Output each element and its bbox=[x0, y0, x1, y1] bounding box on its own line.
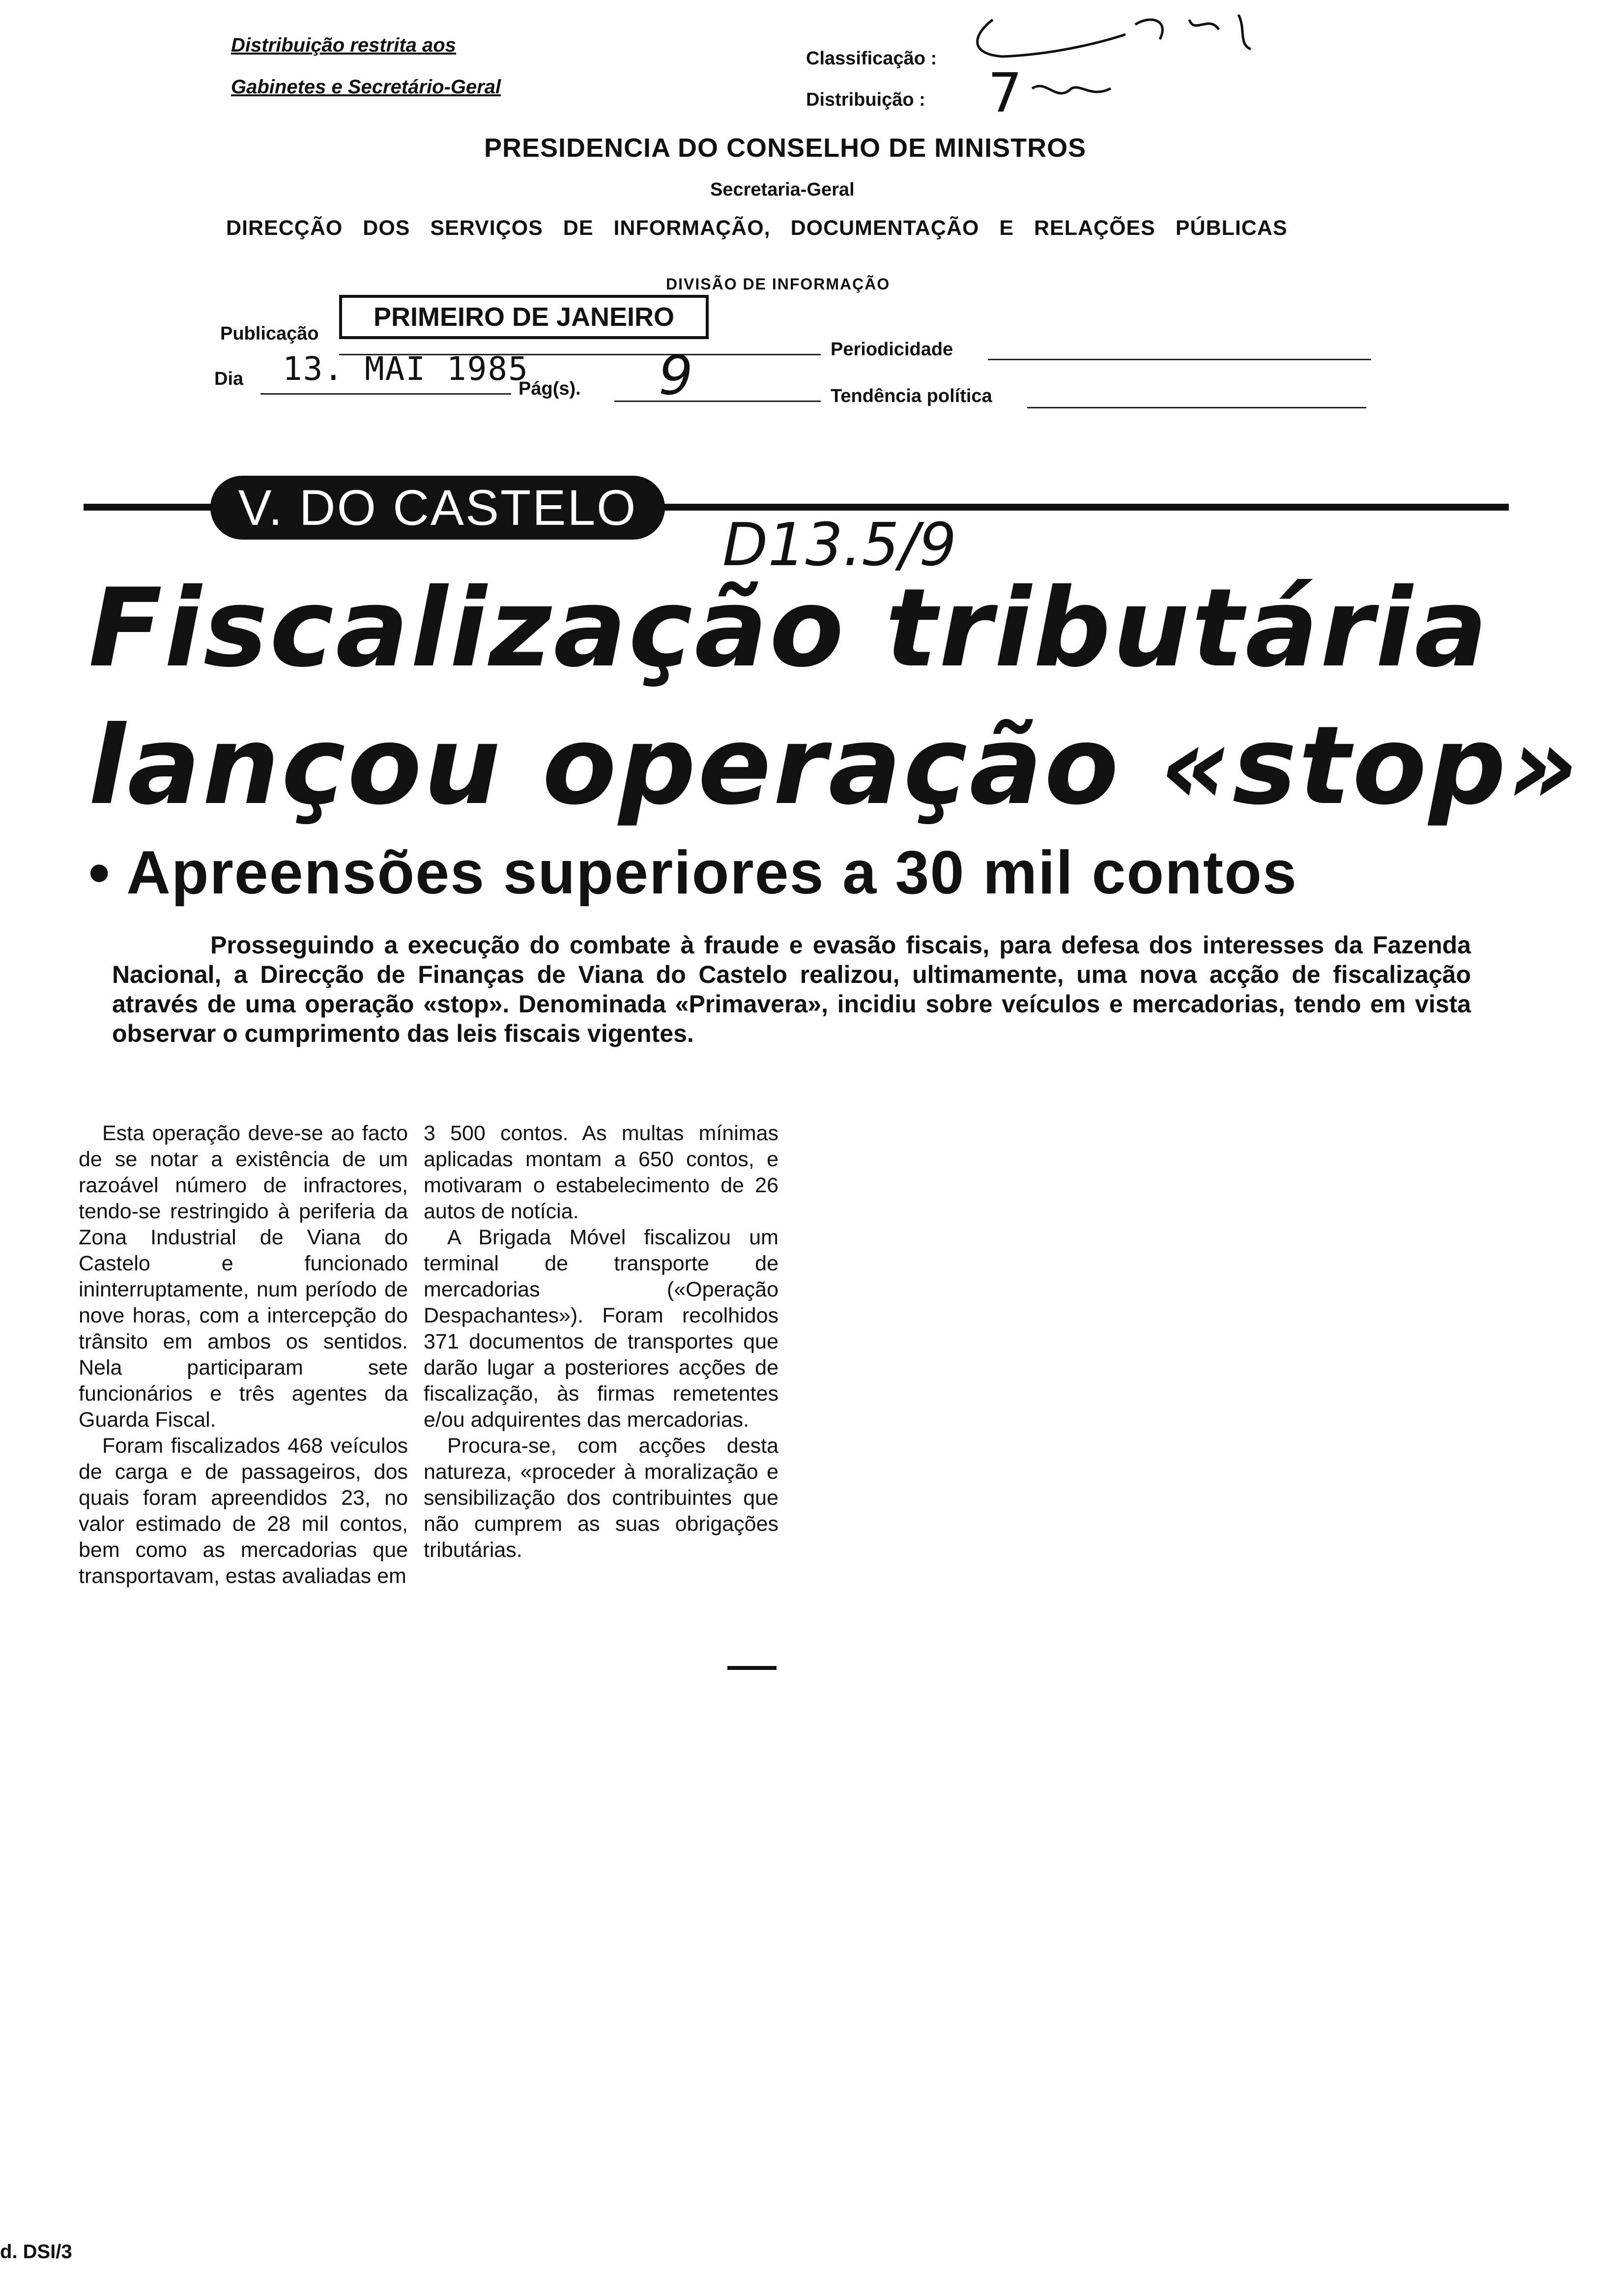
pages-value: 9 bbox=[659, 344, 693, 407]
division-title: DIVISÃO DE INFORMAÇÃO bbox=[666, 275, 891, 293]
handwritten-distribution-mark: 7 bbox=[988, 61, 1022, 124]
presidency-title: PRESIDENCIA DO CONSELHO DE MINISTROS bbox=[484, 133, 1087, 163]
article-column-1 bbox=[79, 1120, 408, 1589]
distribution-label: Distribuição : bbox=[806, 89, 925, 110]
directorate-title: DIRECÇÃO DOS SERVIÇOS DE INFORMAÇÃO, DOCUMENTAÇÃO E RELAÇÕES PÚBLICAS bbox=[226, 216, 1288, 240]
periodicity-label: Periodicidade bbox=[831, 339, 953, 360]
secretariat-title: Secretaria-Geral bbox=[710, 179, 855, 200]
column-2-paragraph-1: 3 500 contos. As multas mínimas aplicadas montam a 650 contos, e motivaram o estabelecimento de 26 autos de notícia. bbox=[424, 1121, 778, 1223]
restricted-distribution-line2: Gabinetes e Secretário-Geral bbox=[231, 76, 501, 98]
form-code: d. DSI/3 bbox=[0, 2241, 72, 2263]
section-banner-label: V. DO CASTELO bbox=[238, 480, 637, 536]
pages-label: Pág(s). bbox=[518, 378, 581, 399]
handwritten-classification-scribble bbox=[963, 5, 1268, 64]
section-banner bbox=[210, 476, 665, 540]
column-2-paragraph-2: A Brigada Móvel fiscalizou um terminal de transporte de mercadorias («Operação Despachantes»). Foram recolhidos 371 documentos de transportes que darão lugar a posteriores acções de fiscalização, às firmas remetentes e/ou adquirentes das mercadorias. bbox=[424, 1226, 778, 1432]
periodicity-underline bbox=[988, 359, 1371, 360]
tendency-underline bbox=[1027, 407, 1366, 408]
publication-stamp bbox=[339, 295, 709, 339]
handwritten-distribution-squiggle bbox=[1027, 74, 1116, 113]
publication-label: Publicação bbox=[220, 323, 319, 344]
day-value: 13. MAI 1985 bbox=[283, 350, 529, 388]
article-end-mark bbox=[727, 1666, 777, 1670]
column-2-paragraph-3: Procura-se, com acções desta natureza, «proceder à moralização e sensibilização dos contribuintes que não cumprem as suas obrigações tributárias. bbox=[424, 1434, 778, 1562]
day-label: Dia bbox=[214, 369, 244, 389]
classification-label: Classificação : bbox=[806, 48, 937, 69]
pages-underline bbox=[614, 401, 821, 402]
handwritten-article-note: D13.5/9 bbox=[722, 511, 957, 579]
day-underline bbox=[260, 393, 511, 395]
headline-line2: lançou operação «stop» bbox=[88, 703, 1581, 829]
column-1-paragraph-1: Esta operação deve-se ao facto de se notar a existência de um razoável número de infractores, tendo-se restringido à periferia da Zona Industrial de Viana do Castelo e funcionado ininterruptamente, num período de nove horas, com a intercepção do trânsito em ambos os sentidos. Nela participaram sete funcionários e três agentes da Guarda Fiscal. bbox=[79, 1121, 408, 1432]
publication-value: PRIMEIRO DE JANEIRO bbox=[373, 302, 675, 332]
restricted-distribution-line1: Distribuição restrita aos bbox=[231, 34, 456, 56]
column-1-paragraph-2: Foram fiscalizados 468 veículos de carga e de passageiros, dos quais foram apreendidos 23, no valor estimado de 28 mil contos, bem como as mercadorias que transportavam, estas avaliadas em bbox=[79, 1434, 408, 1588]
article-column-2 bbox=[424, 1120, 778, 1563]
tendency-label: Tendência política bbox=[831, 386, 992, 406]
lead-paragraph: Prosseguindo a execução do combate à fraude e evasão fiscais, para defesa dos interesses da Fazenda Nacional, a Direcção de Finanças de Viana do Castelo realizou, ultimamente, uma nova acção de fiscalização através de uma operação «stop». Denominada «Primavera», incidiu sobre veículos e mercadorias, tendo em vista observar o cumprimento das leis fiscais vigentes. bbox=[112, 931, 1471, 1047]
subhead: • Apreensões superiores a 30 mil contos bbox=[88, 839, 1297, 907]
headline-line1: Fiscalização tributária bbox=[88, 565, 1490, 691]
